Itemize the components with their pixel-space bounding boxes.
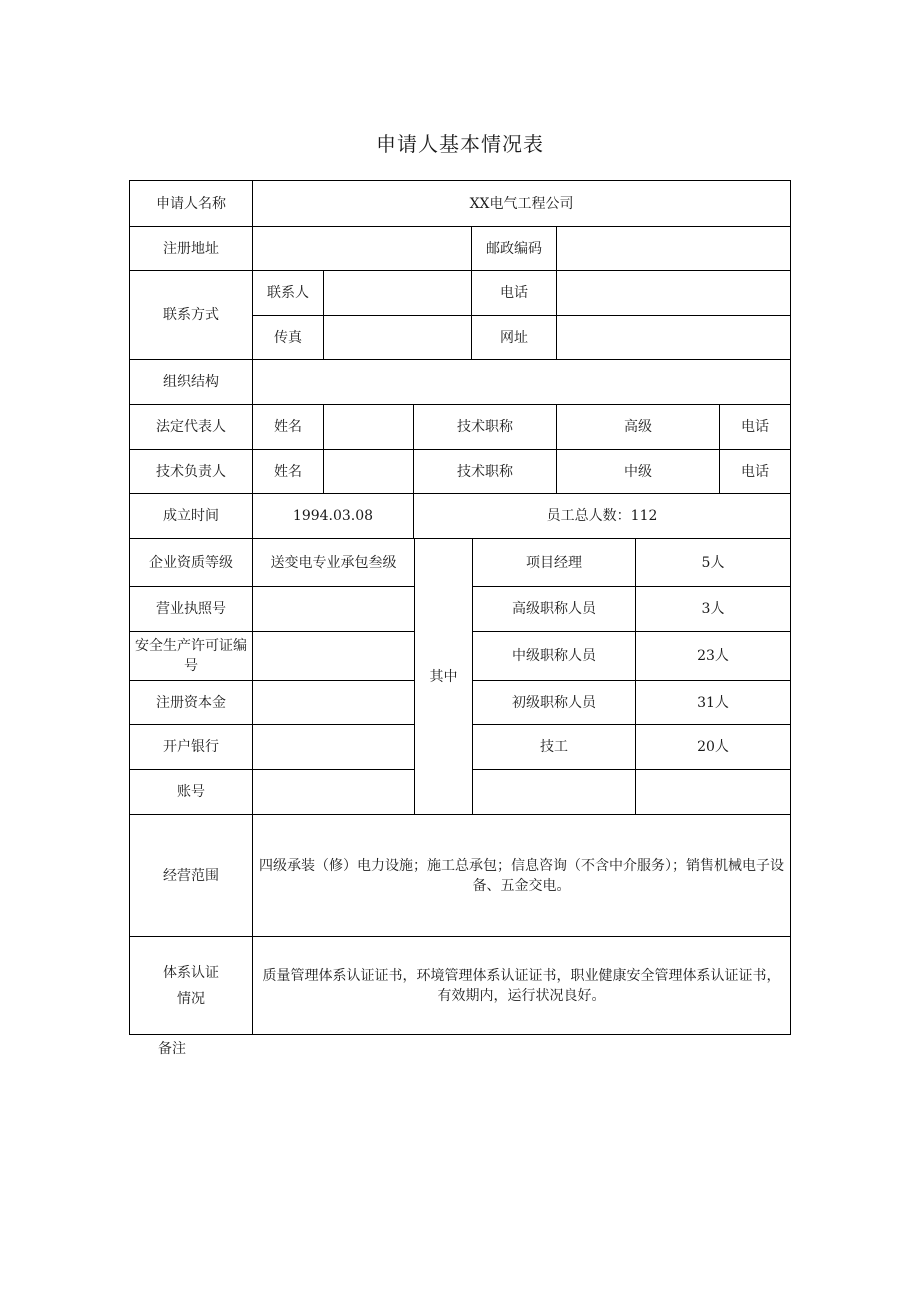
total-staff-value[interactable]: 员工总人数：112	[414, 494, 791, 539]
postal-code-label: 邮政编码	[472, 227, 557, 271]
reg-address-value[interactable]	[253, 227, 472, 271]
account-label: 账号	[130, 770, 253, 815]
legal-rep-label: 法定代表人	[130, 405, 253, 450]
org-structure-value[interactable]	[253, 360, 791, 405]
certification-label-text: 体系认证情况	[163, 964, 219, 1007]
junior-staff-value[interactable]: 31人	[636, 681, 791, 725]
staff-breakdown-table	[129, 538, 791, 1035]
mid-staff-label: 中级职称人员	[473, 632, 636, 681]
tech-lead-title-value[interactable]: 中级	[557, 450, 720, 494]
safety-permit-value[interactable]	[253, 632, 415, 681]
fax-value[interactable]	[324, 316, 472, 360]
technicians-value[interactable]: 20人	[636, 725, 791, 770]
qualification-label: 企业资质等级	[130, 539, 253, 587]
certification-label	[130, 937, 253, 1035]
qualification-value[interactable]: 送变电专业承包叁级	[253, 539, 415, 587]
page-title: 申请人基本情况表	[376, 132, 544, 156]
contact-person-value[interactable]	[324, 271, 472, 316]
contact-phone-value[interactable]	[557, 271, 791, 316]
project-manager-label: 项目经理	[473, 539, 636, 587]
tech-lead-name-value[interactable]	[324, 450, 414, 494]
legal-rep-title-label: 技术职称	[414, 405, 557, 450]
legal-rep-phone-label: 电话	[720, 405, 791, 450]
reg-capital-label: 注册资本金	[130, 681, 253, 725]
applicant-name-label: 申请人名称	[130, 181, 253, 227]
website-label: 网址	[472, 316, 557, 360]
tech-lead-title-label: 技术职称	[414, 450, 557, 494]
website-value[interactable]	[557, 316, 791, 360]
among-label: 其中	[415, 539, 473, 815]
postal-code-value[interactable]	[557, 227, 791, 271]
founded-value[interactable]: 1994.03.08	[253, 494, 414, 539]
certification-value[interactable]: 质量管理体系认证证书，环境管理体系认证证书，职业健康安全管理体系认证证书，有效期内，运行状况良好。	[253, 937, 791, 1035]
founded-label: 成立时间	[130, 494, 253, 539]
account-value[interactable]	[253, 770, 415, 815]
technicians-label: 技工	[473, 725, 636, 770]
legal-rep-name-label: 姓名	[253, 405, 324, 450]
reg-address-label: 注册地址	[130, 227, 253, 271]
tech-lead-phone-label: 电话	[720, 450, 791, 494]
applicant-name-value[interactable]: XX电气工程公司	[253, 181, 791, 227]
empty-staff-value[interactable]	[636, 770, 791, 815]
contact-person-label: 联系人	[253, 271, 324, 316]
mid-staff-value[interactable]: 23人	[636, 632, 791, 681]
senior-staff-value[interactable]: 3人	[636, 587, 791, 632]
safety-permit-label: 安全生产许可证编号	[130, 632, 253, 681]
reg-capital-value[interactable]	[253, 681, 415, 725]
business-license-value[interactable]	[253, 587, 415, 632]
business-scope-value[interactable]: 四级承装（修）电力设施；施工总承包；信息咨询（不含中介服务）；销售机械电子设备、五金交电。	[253, 815, 791, 937]
remarks-label: 备注	[158, 1041, 186, 1057]
empty-staff-label	[473, 770, 636, 815]
org-structure-label: 组织结构	[130, 360, 253, 405]
legal-rep-title-value[interactable]: 高级	[557, 405, 720, 450]
business-scope-label: 经营范围	[130, 815, 253, 937]
bank-value[interactable]	[253, 725, 415, 770]
contact-label: 联系方式	[130, 271, 253, 360]
business-license-label: 营业执照号	[130, 587, 253, 632]
fax-label: 传真	[253, 316, 324, 360]
project-manager-value[interactable]: 5人	[636, 539, 791, 587]
legal-rep-name-value[interactable]	[324, 405, 414, 450]
senior-staff-label: 高级职称人员	[473, 587, 636, 632]
tech-lead-name-label: 姓名	[253, 450, 324, 494]
contact-phone-label: 电话	[472, 271, 557, 316]
junior-staff-label: 初级职称人员	[473, 681, 636, 725]
applicant-info-table	[129, 180, 791, 539]
bank-label: 开户银行	[130, 725, 253, 770]
tech-lead-label: 技术负责人	[130, 450, 253, 494]
